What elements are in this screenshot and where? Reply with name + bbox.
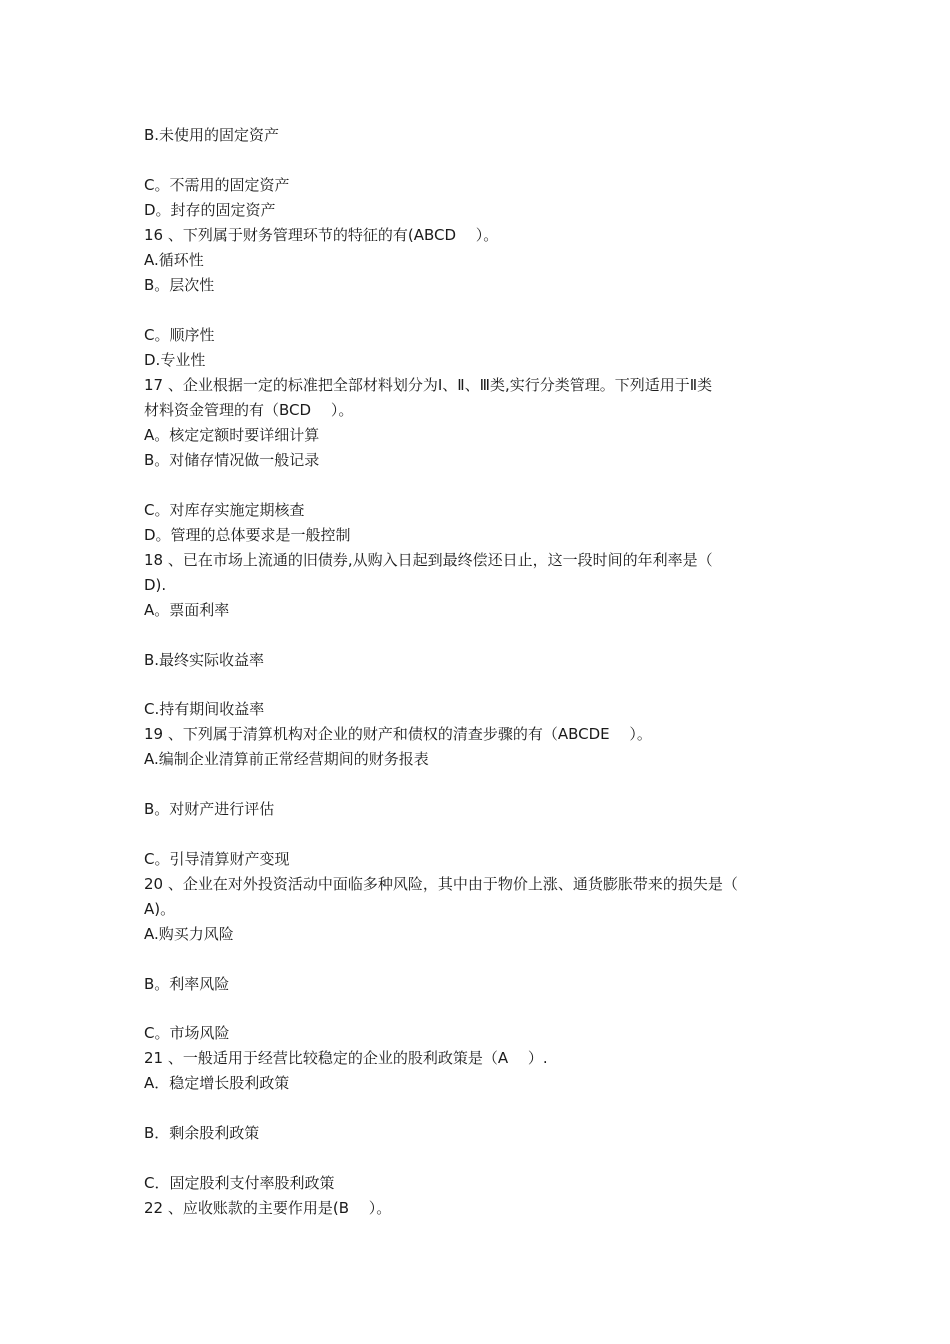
- option-line: B.最终实际收益率: [144, 651, 265, 669]
- option-line: C。市场风险: [144, 1024, 230, 1042]
- question-22: 22 、应收账款的主要作用是(B ）。: [144, 1199, 392, 1217]
- question-17-cont: 材料资金管理的有（BCD ）。: [144, 401, 354, 419]
- question-20-cont: A)。: [144, 900, 176, 918]
- option-line: B。层次性: [144, 276, 215, 294]
- option-line: B。对财产进行评估: [144, 800, 275, 818]
- option-line: C。顺序性: [144, 326, 215, 344]
- option-line: A.购买力风险: [144, 925, 234, 943]
- option-line: B．剩余股利政策: [144, 1124, 260, 1142]
- option-line: B。利率风险: [144, 975, 230, 993]
- option-line: C。引导清算财产变现: [144, 850, 290, 868]
- option-line: A。核定定额时要详细计算: [144, 426, 320, 444]
- option-line: A.编制企业清算前正常经营期间的财务报表: [144, 750, 429, 768]
- question-16: 16 、下列属于财务管理环节的特征的有(ABCD ）。: [144, 226, 499, 244]
- option-line: C。不需用的固定资产: [144, 176, 290, 194]
- option-line: A.循环性: [144, 251, 204, 269]
- option-line: B.未使用的固定资产: [144, 126, 280, 144]
- question-19: 19 、下列属于清算机构对企业的财产和债权的清查步骤的有（ABCDE ）。: [144, 725, 652, 743]
- option-line: C。对库存实施定期核查: [144, 501, 305, 519]
- option-line: B。对储存情况做一般记录: [144, 451, 320, 469]
- option-line: D。封存的固定资产: [144, 201, 276, 219]
- option-line: C.持有期间收益率: [144, 700, 265, 718]
- question-18: 18 、已在市场上流通的旧债券,从购入日起到最终偿还日止，这一段时间的年利率是（: [144, 551, 713, 569]
- option-line: C．固定股利支付率股利政策: [144, 1174, 335, 1192]
- question-17: 17 、企业根据一定的标准把全部材料划分为Ⅰ、Ⅱ、Ⅲ类,实行分类管理。下列适用于Ⅱ类: [144, 376, 713, 394]
- option-line: D。管理的总体要求是一般控制: [144, 526, 351, 544]
- option-line: D.专业性: [144, 351, 206, 369]
- question-21: 21 、一般适用于经营比较稳定的企业的股利政策是（A ）.: [144, 1049, 548, 1067]
- option-line: A。票面利率: [144, 601, 230, 619]
- option-line: A．稳定增长股利政策: [144, 1074, 290, 1092]
- question-18-cont: D).: [144, 576, 167, 594]
- question-20: 20 、企业在对外投资活动中面临多种风险，其中由于物价上涨、通货膨胀带来的损失是（: [144, 875, 738, 893]
